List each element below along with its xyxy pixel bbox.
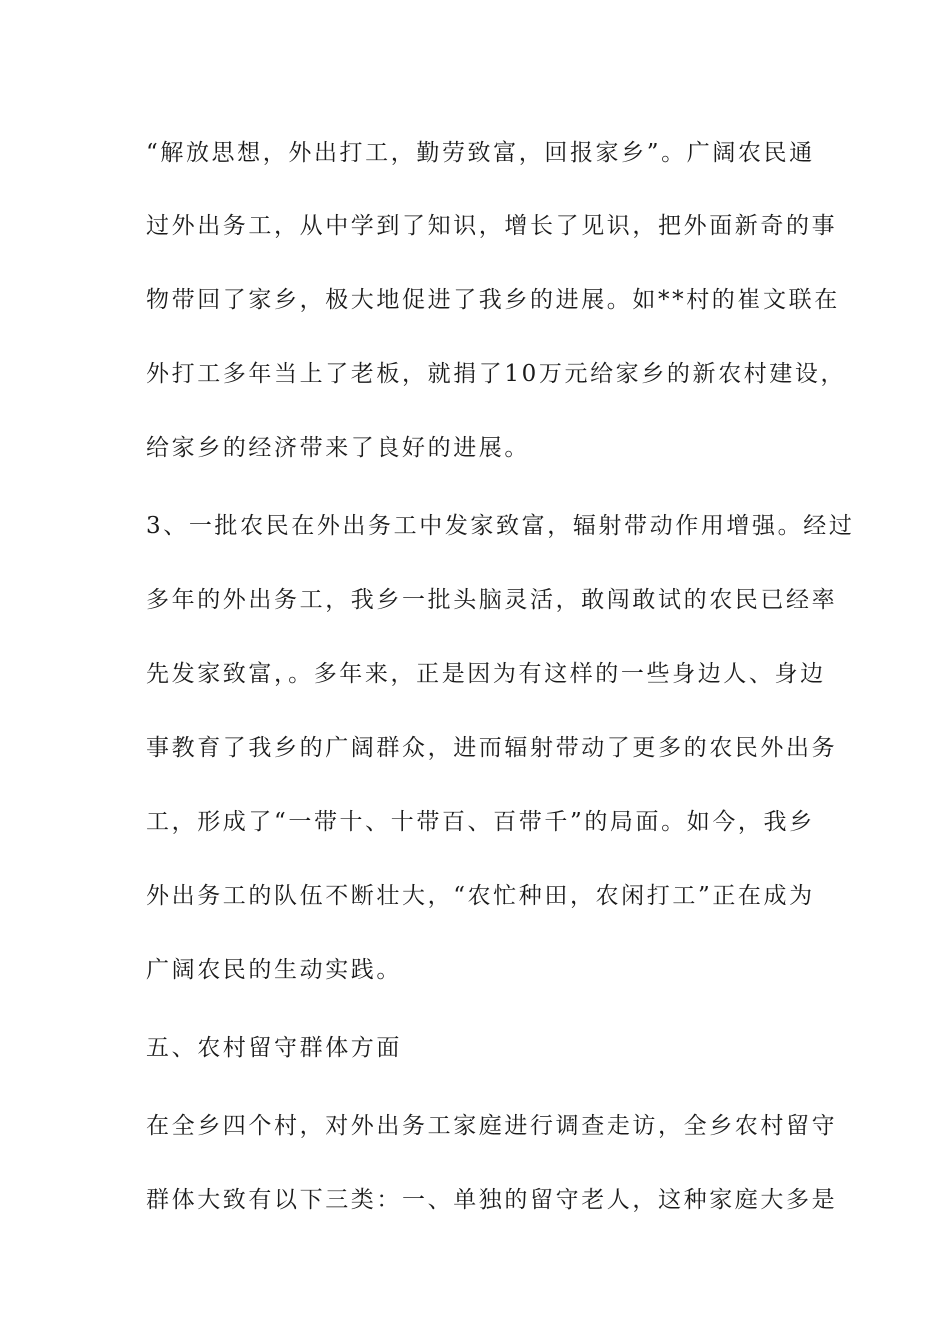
section-heading: 五、农村留守群体方面 xyxy=(146,1035,402,1061)
paragraph-line: 3、一批农民在外出务工中发家致富，辐射带动作用增强。经过 xyxy=(146,513,855,539)
paragraph-line: 群体大致有以下三类：一、单独的留守老人，这种家庭大多是 xyxy=(146,1187,838,1213)
paragraph-line: 给家乡的经济带来了良好的进展。 xyxy=(146,435,530,461)
paragraph-line: 外打工多年当上了老板，就捐了10万元给家乡的新农村建设， xyxy=(146,361,847,387)
paragraph-line: 过外出务工，从中学到了知识，增长了见识，把外面新奇的事 xyxy=(146,213,838,239)
paragraph-line: 工，形成了“一带十、十带百、百带千”的局面。如今，我乡 xyxy=(146,809,815,835)
paragraph-line: 先发家致富，。多年来，正是因为有这样的一些身边人、身边 xyxy=(146,661,826,687)
paragraph-line: 事教育了我乡的广阔群众，进而辐射带动了更多的农民外出务 xyxy=(146,735,838,761)
paragraph-line: 在全乡四个村，对外出务工家庭进行调查走访，全乡农村留守 xyxy=(146,1113,838,1139)
paragraph-line: 外出务工的队伍不断壮大，“农忙种田，农闲打工”正在成为 xyxy=(146,883,815,909)
paragraph-line: 多年的外出务工，我乡一批头脑灵活，敢闯敢试的农民已经率 xyxy=(146,587,838,613)
paragraph-line: 物带回了家乡，极大地促进了我乡的进展。如**村的崔文联在 xyxy=(146,287,840,313)
paragraph-line: “解放思想，外出打工，勤劳致富，回报家乡”。广阔农民通 xyxy=(146,140,815,166)
paragraph-line: 广阔农民的生动实践。 xyxy=(146,957,402,983)
